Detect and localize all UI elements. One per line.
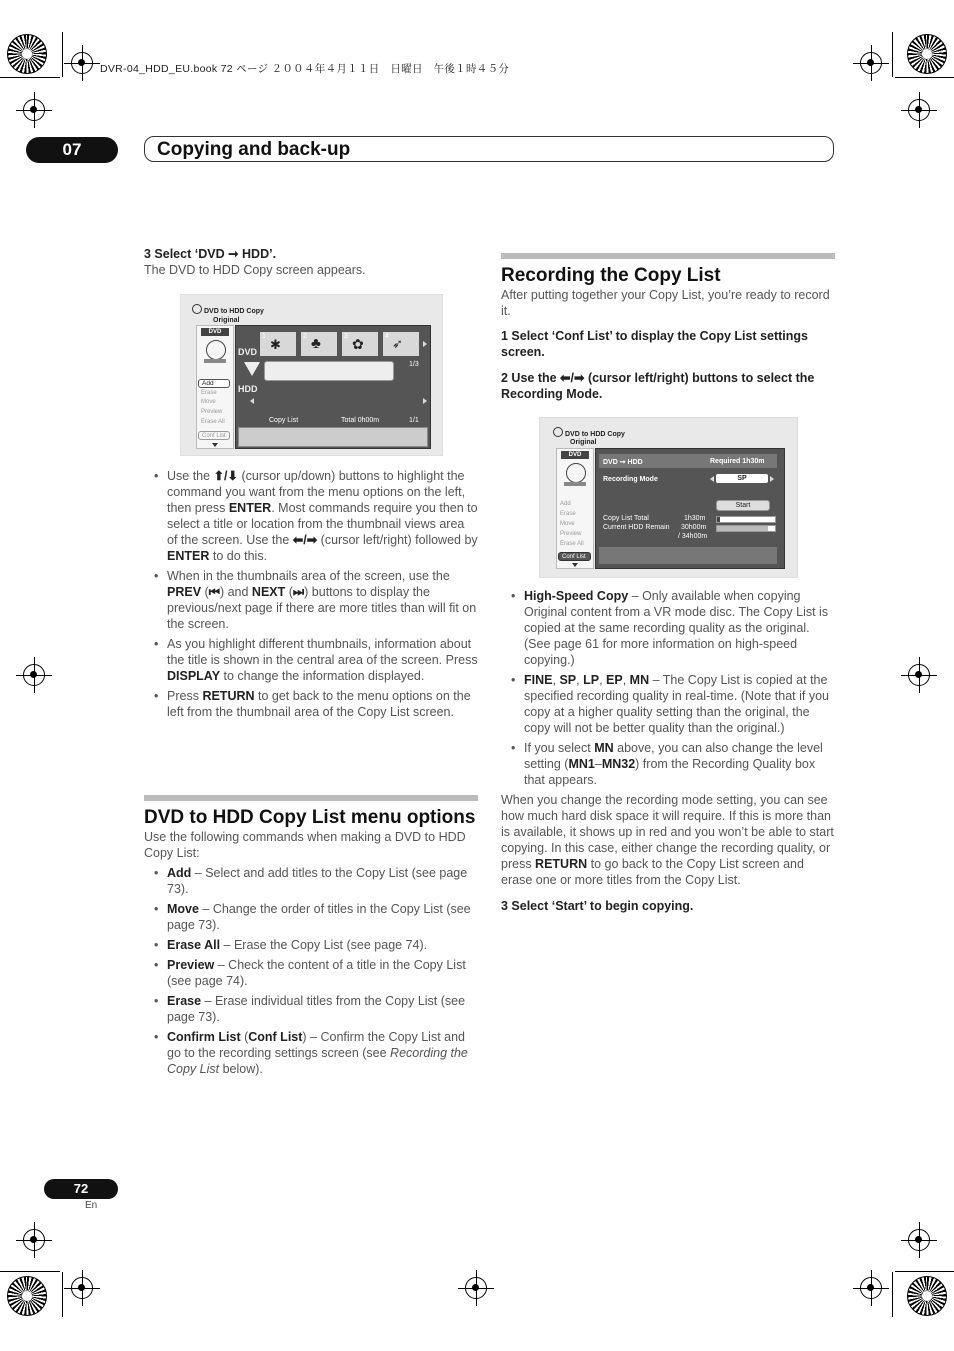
page-number: 72 xyxy=(44,1179,118,1199)
menu-item-erase[interactable]: Erase xyxy=(560,511,576,517)
total-label: Total 0h00m xyxy=(341,417,380,424)
registration-star-top-left xyxy=(7,34,47,74)
menu-item-preview[interactable]: Preview xyxy=(560,531,582,537)
mode-right-arrow-icon[interactable] xyxy=(770,476,774,482)
crop-line xyxy=(892,32,893,77)
next-icon: ⏭ xyxy=(292,585,305,599)
copy-total-label: Copy List Total xyxy=(603,515,649,522)
menu-item-move[interactable]: Move xyxy=(201,399,216,405)
file-info: DVR-04_HDD_EU.book 72 ページ ２００４年４月１１日 日曜日 午後１時４５分 xyxy=(100,63,510,75)
chapter-number: 07 xyxy=(26,137,118,163)
disc-drive-icon xyxy=(566,463,586,483)
bullet-item: • As you highlight different thumbnails, information about the title is shown in the central area of the screen. Press DISPLAY to change the information displayed. xyxy=(144,636,478,684)
mode-item: • If you select MN above, you can also change the level setting (MN1–MN32) from the Recording Quality box that appears. xyxy=(501,740,835,788)
disc-drive-icon xyxy=(206,340,226,360)
crop-line xyxy=(892,1272,893,1317)
menu-item-erase-all[interactable]: Erase All xyxy=(560,541,584,547)
chapter-title: Copying and back-up xyxy=(144,136,834,162)
option-item: • Confirm List (Conf List) – Confirm the Copy List and go to the recording settings screen (see Recording the Copy List below). xyxy=(144,1029,478,1077)
left-column-top xyxy=(144,246,478,278)
registration-mark xyxy=(465,1277,487,1299)
menu-item-erase[interactable]: Erase xyxy=(201,390,217,396)
menu-item-conf-list[interactable]: Conf List xyxy=(198,431,230,440)
recording-mode-label: Recording Mode xyxy=(603,476,658,483)
registration-mark xyxy=(71,52,93,74)
left-bullets xyxy=(144,468,478,724)
crop-line xyxy=(895,77,954,78)
crop-line xyxy=(0,77,60,78)
section-intro: After putting together your Copy List, you’re ready to record it. xyxy=(501,288,830,318)
original-tab: Original xyxy=(213,317,240,324)
section-intro: Use the following commands when making a DVD to HDD Copy List: xyxy=(144,830,466,860)
menu-item-add[interactable]: Add xyxy=(198,379,230,388)
registration-mark xyxy=(908,664,930,686)
registration-star-bottom-right xyxy=(907,1276,947,1316)
registration-mark xyxy=(908,99,930,121)
registration-mark xyxy=(23,664,45,686)
bullet-item: • When in the thumbnails area of the screen, use the PREV (⏮) and NEXT (⏭) buttons to display the previous/next page if there are more titles than will fit on the screen. xyxy=(144,568,478,632)
hdd-total-value: / 34h00m xyxy=(678,533,708,540)
disc-tray-icon xyxy=(564,482,586,486)
left-menu-panel xyxy=(556,448,594,569)
menu-item-preview[interactable]: Preview xyxy=(201,409,223,415)
bird-icon: ➶ xyxy=(392,336,403,351)
hdd-remain-label: Current HDD Remain xyxy=(603,524,670,531)
recording-mode-paragraph: When you change the recording mode setting, you can see how much hard disk space it will require. If this is more than is available, it shows up in red and you won’t be able to start copying. In this case, either change the recording quality, or press RETURN to go back to the Copy List screen and erase one or more titles from the Copy List. xyxy=(501,793,834,887)
language-label: En xyxy=(85,1200,98,1211)
thumbnail[interactable]: 4 ➶ xyxy=(383,332,419,356)
registration-mark xyxy=(23,99,45,121)
copy-total-bar-fill xyxy=(717,517,720,522)
registration-star-bottom-left xyxy=(7,1276,47,1316)
registration-mark xyxy=(71,1277,93,1299)
page-indicator-bottom: 1/1 xyxy=(409,417,419,424)
option-item: • Erase All – Erase the Copy List (see page 74). xyxy=(144,937,478,953)
option-item: • Move – Change the order of titles in the Copy List (see page 73). xyxy=(144,901,478,933)
settings-panel xyxy=(595,448,785,569)
step-2: 2 Use the ⬅/➡ (cursor left/right) buttons to select the Recording Mode. xyxy=(501,371,815,401)
step-1: 1 Select ‘Conf List’ to display the Copy List settings screen. xyxy=(501,329,808,359)
scroll-down-arrow-icon xyxy=(572,563,578,567)
menu-item-erase-all[interactable]: Erase All xyxy=(201,419,225,425)
recording-section xyxy=(501,253,835,402)
registration-mark xyxy=(23,1229,45,1251)
main-panel xyxy=(235,325,431,449)
thumbnail[interactable]: 3 ✿ xyxy=(342,332,378,356)
thumbnail[interactable]: 1 ✱ xyxy=(260,332,296,356)
bullet-item: • Use the ⬆/⬇ (cursor up/down) buttons to highlight the command you want from the menu options on the left, then press ENTER. Most commands require you then to select a title or location from the thumbnail views area of the screen. Use the ⬅/➡ (cursor left/right) followed by ENTER to do this. xyxy=(144,468,478,564)
copy-list-settings-screen xyxy=(539,417,798,578)
registration-mark xyxy=(860,52,882,74)
start-button[interactable]: Start xyxy=(716,500,770,511)
required-label: Required 1h30m xyxy=(710,458,765,465)
page-indicator-top: 1/3 xyxy=(409,361,419,368)
crop-line xyxy=(0,1271,60,1272)
option-item: • Add – Select and add titles to the Copy List (see page 73). xyxy=(144,865,478,897)
prev-arrow-icon[interactable] xyxy=(250,398,254,404)
left-menu-panel xyxy=(196,325,234,449)
right-body xyxy=(501,588,835,914)
hdd-remain-bar xyxy=(716,525,776,532)
crop-line xyxy=(62,1272,63,1317)
hdd-label: HDD xyxy=(238,384,258,394)
step-3-body: The DVD to HDD Copy screen appears. xyxy=(144,263,366,277)
down-arrow-icon xyxy=(244,362,260,376)
disc-tray-icon xyxy=(204,359,226,363)
dvd-badge: DVD xyxy=(561,451,589,459)
next-arrow-icon[interactable] xyxy=(423,398,427,404)
section-bar xyxy=(144,795,478,801)
crop-line xyxy=(62,32,63,77)
section-title: Recording the Copy List xyxy=(501,265,721,286)
hdd-remain-bar-fill xyxy=(717,526,768,531)
mode-item: • High-Speed Copy – Only available when copying Original content from a VR mode disc. The Copy List is copied at the same recording quality as the original. (See page 61 for more information on high-speed copying.) xyxy=(501,588,835,668)
disc-icon xyxy=(553,427,563,437)
bottom-strip xyxy=(599,547,777,564)
leaf-icon: ✱ xyxy=(270,337,281,352)
menu-options-section xyxy=(144,795,478,1081)
menu-item-move[interactable]: Move xyxy=(560,521,575,527)
next-arrow-icon[interactable] xyxy=(423,341,427,347)
flower-icon: ✿ xyxy=(352,336,364,352)
registration-mark xyxy=(908,1229,930,1251)
option-item: • Preview – Check the content of a title in the Copy List (see page 74). xyxy=(144,957,478,989)
copy-list-label: Copy List xyxy=(269,417,299,424)
left-right-arrows: ⬅/➡ xyxy=(292,533,318,547)
thumbnail[interactable]: 2 ♣ xyxy=(301,332,337,356)
menu-item-conf-list[interactable]: Conf List xyxy=(558,552,591,561)
step-3-title: 3 Select ‘DVD ➞ HDD’. xyxy=(144,247,277,261)
recording-mode-select[interactable]: SP xyxy=(716,474,768,483)
dvd-badge: DVD xyxy=(201,328,229,336)
registration-mark xyxy=(860,1277,882,1299)
section-title: DVD to HDD Copy List menu options xyxy=(144,807,476,828)
tree-icon: ♣ xyxy=(311,335,321,352)
copy-list-strip xyxy=(238,427,428,447)
scroll-down-arrow-icon xyxy=(212,443,218,447)
section-bar xyxy=(501,253,835,259)
mode-left-arrow-icon[interactable] xyxy=(710,476,714,482)
screen-title: DVD to HDD Copy xyxy=(553,427,625,438)
disc-icon xyxy=(192,304,202,314)
option-item: • Erase – Erase individual titles from the Copy List (see page 73). xyxy=(144,993,478,1025)
registration-star-top-right xyxy=(907,34,947,74)
copy-total-bar xyxy=(716,516,776,523)
copy-total-value: 1h30m xyxy=(684,515,706,522)
info-box xyxy=(264,361,394,381)
mode-item: • FINE, SP, LP, EP, MN – The Copy List is copied at the specified recording quality in real-time. (Note that if you copy at a higher quality setting than the original, the copy will not be better quality than the original.) xyxy=(501,672,835,736)
dvd-label: DVD xyxy=(238,347,258,357)
menu-item-add[interactable]: Add xyxy=(560,501,571,507)
dvd-to-hdd-copy-screen xyxy=(180,294,443,456)
up-down-arrows: ⬆/⬇ xyxy=(213,469,238,483)
bullet-item: • Press RETURN to get back to the menu options on the left from the thumbnail area of the Copy List screen. xyxy=(144,688,478,720)
route-label: DVD ➞ HDD xyxy=(603,459,643,466)
screen-title: DVD to HDD Copy xyxy=(192,304,264,315)
hdd-remain-value: 30h00m xyxy=(681,524,707,531)
step-3-start: 3 Select ‘Start’ to begin copying. xyxy=(501,899,694,913)
prev-icon: ⏮ xyxy=(208,585,220,599)
crop-line xyxy=(895,1271,954,1272)
original-tab: Original xyxy=(570,439,597,446)
